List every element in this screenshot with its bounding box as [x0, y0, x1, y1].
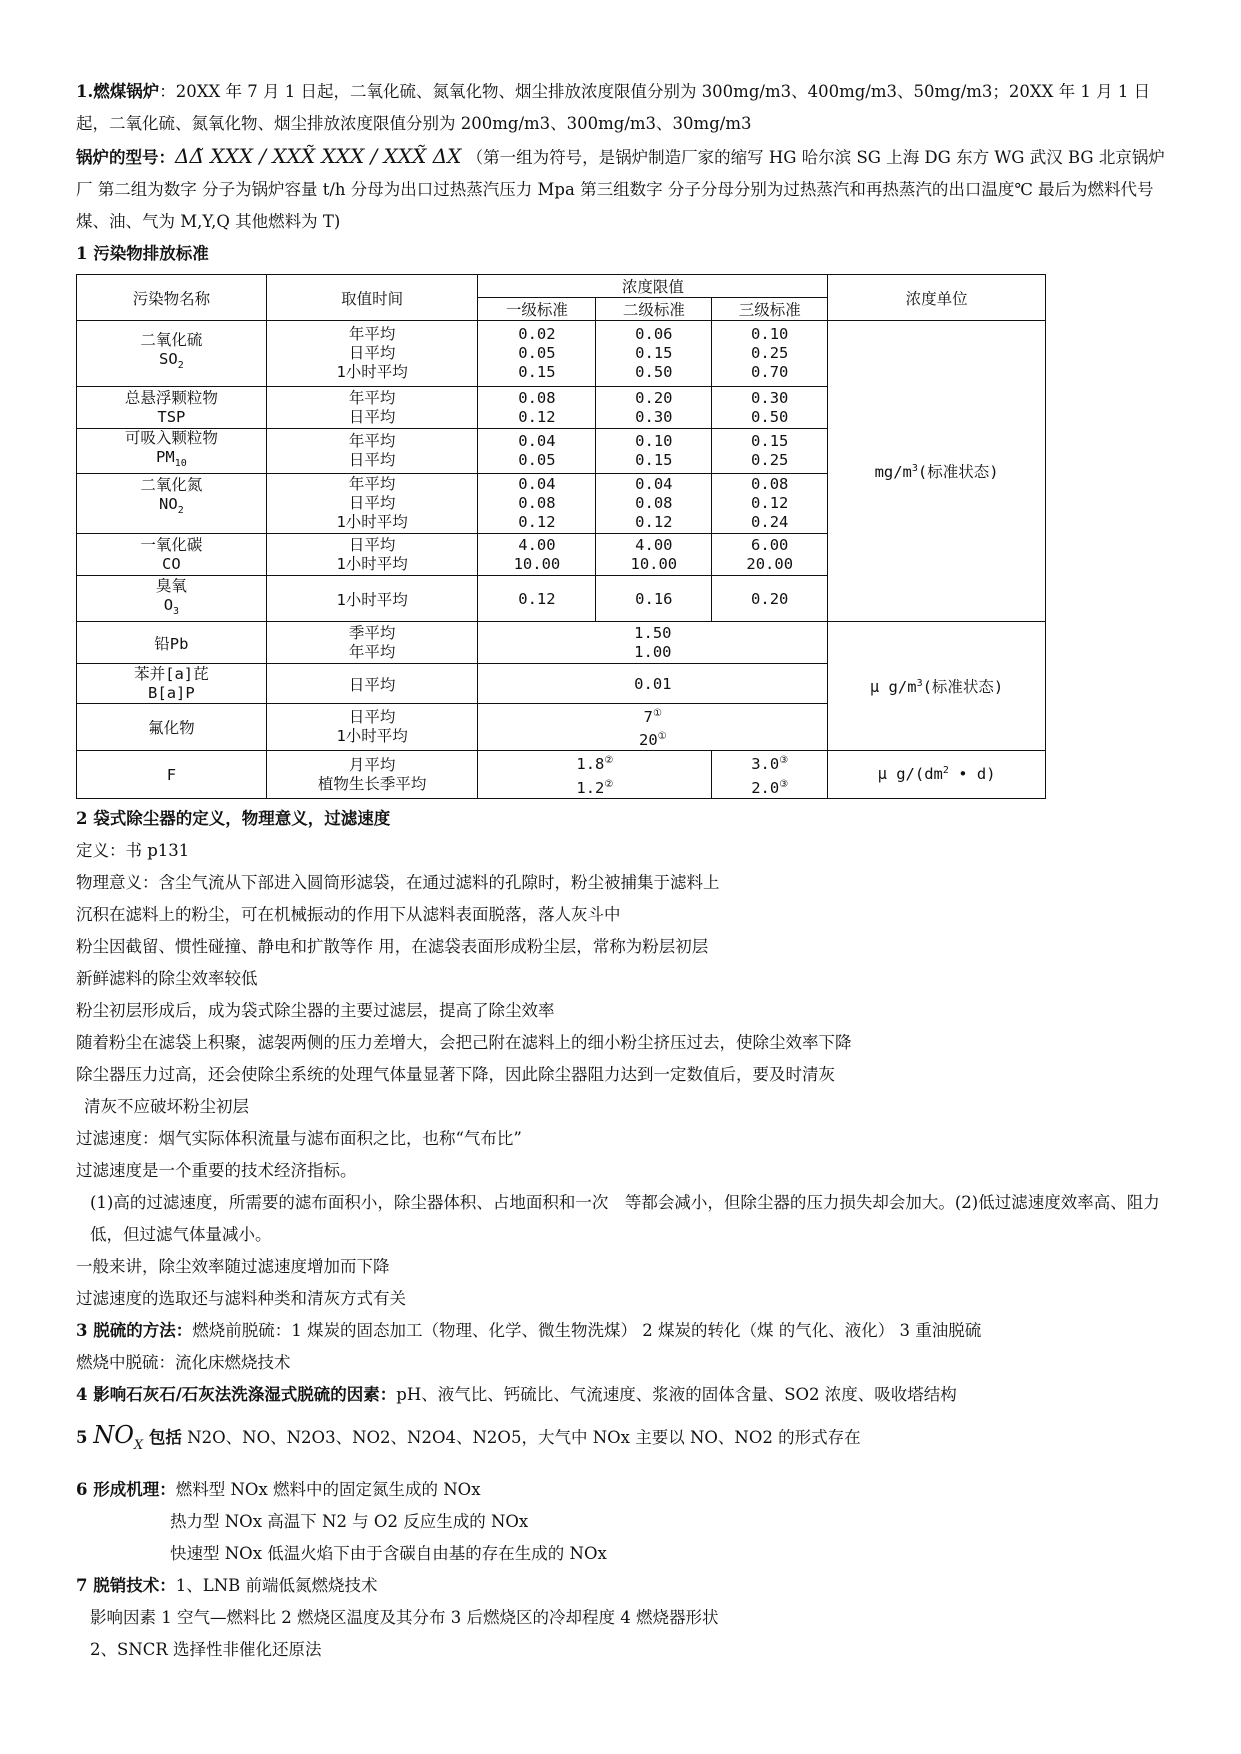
section-denitration	[76, 1570, 1166, 1602]
cell-fluoride-time: 日平均 1小时平均	[266, 704, 478, 751]
nox-label: 包括	[143, 1427, 182, 1447]
header-grade-3: 三级标准	[712, 298, 828, 321]
bag-filter-line-5: 新鲜滤料的除尘效率较低	[76, 968, 258, 988]
coal-boiler-text: ：20XX 年 7 月 1 日起，二氧化硫、氮氧化物、烟尘排放浓度限值分别为 300mg/m3、400mg/m3、50mg/m3；20XX 年 1 月 1 日起，二氧化硫、氮氧化物、烟尘排放浓度限值分别为 200mg/m3、300mg/m3、30mg/m3	[76, 82, 1151, 133]
coal-boiler-label: 1.燃煤锅炉	[76, 82, 160, 101]
cell-pm10-time: 年平均 日平均	[266, 429, 478, 474]
bag-filter-line-11: 过滤速度是一个重要的技术经济指标。	[76, 1160, 357, 1180]
section-formation	[76, 1474, 1166, 1506]
bag-filter-line-9: 清灰不应破坏粉尘初层	[84, 1096, 249, 1116]
header-pollutant-name: 污染物名称	[77, 275, 267, 321]
denitration-line-3: 2、SNCR 选择性非催化还原法	[90, 1639, 322, 1659]
cell-so2-name: 二氧化硫 $SO_2$	[77, 321, 267, 387]
bag-filter-line-6: 粉尘初层形成后，成为袋式除尘器的主要过滤层，提高了除尘效率	[76, 1000, 555, 1020]
cell-co-name: 一氧化碳 CO	[77, 534, 267, 576]
wet-desulfurization-label: 4 影响石灰石/石灰法洗涤湿式脱硫的因素：	[76, 1384, 397, 1404]
cell-no2-g1: 0.04 0.08 0.12	[478, 474, 596, 534]
nox-symbol: $NO_X$	[93, 1420, 144, 1453]
cell-bap-value: 0.01	[478, 664, 828, 704]
cell-bap-time: 日平均	[266, 664, 478, 704]
section-desulfurization	[76, 1315, 1166, 1347]
cell-tsp-g3: 0.30 0.50	[712, 387, 828, 429]
wet-desulfurization-text: pH、液气比、钙硫比、气流速度、浆液的固体含量、SO2 浓度、吸收塔结构	[396, 1384, 957, 1404]
header-grade-1: 一级标准	[478, 298, 596, 321]
para-coal-boiler	[76, 76, 1166, 140]
cell-pb-name: 铅Pb	[77, 622, 267, 664]
para-boiler-model	[76, 140, 1166, 238]
section-title-emission-standard: 1 污染物排放标准	[76, 244, 209, 263]
cell-o3-g1: 0.12	[478, 576, 596, 622]
bag-filter-line-8: 除尘器压力过高，还会使除尘系统的处理气体量显著下降，因此除尘器阻力达到一定数值后，要及时清灰	[76, 1064, 835, 1084]
cell-bap-name: 苯并[a]芘 B[a]P	[77, 664, 267, 704]
formation-label: 6 形成机理：	[76, 1479, 176, 1499]
desulfurization-line-2: 燃烧中脱硫：流化床燃烧技术	[76, 1352, 291, 1372]
cell-o3-g2: 0.16	[596, 576, 712, 622]
cell-so2-g2: 0.06 0.15 0.50	[596, 321, 712, 387]
bag-filter-line-4: 粉尘因截留、惯性碰撞、静电和扩散等作 用，在滤袋表面形成粉尘层，常称为粉层初层	[76, 936, 709, 956]
cell-pm10-g3: 0.15 0.25	[712, 429, 828, 474]
boiler-model-text: （第一组为符号，是锅炉制造厂家的缩写 HG 哈尔滨 SG 上海 DG 东方 WG 武汉 BG 北京锅炉厂 第二组为数字 分子为锅炉容量 t/h 分母为出口过热蒸汽压力 Mpa 第三组数字 分子分母分别为过热蒸汽和再热蒸汽的出口温度℃ 最后为燃料代号 煤、油、气为 M,Y,Q 其他燃料为 T)	[76, 148, 1165, 231]
cell-f-time: 月平均 植物生长季平均	[266, 751, 478, 798]
cell-no2-name: 二氧化氮 $NO_2$	[77, 474, 267, 534]
cell-so2-g1: 0.02 0.05 0.15	[478, 321, 596, 387]
cell-o3-name: 臭氧 $O_3$	[77, 576, 267, 622]
cell-f-value-b: 3.0③ 2.0③	[712, 751, 828, 798]
desulfurization-label: 3 脱硫的方法：	[76, 1320, 193, 1340]
cell-pm10-g2: 0.10 0.15	[596, 429, 712, 474]
cell-no2-time: 年平均 日平均 1小时平均	[266, 474, 478, 534]
bag-filter-tail-2: 过滤速度的选取还与滤料种类和清灰方式有关	[76, 1288, 406, 1308]
denitration-line-2: 影响因素 1 空气—燃料比 2 燃烧区温度及其分布 3 后燃烧区的冷却程度 4 燃烧器形状	[90, 1607, 719, 1627]
cell-pm10-name: 可吸入颗粒物 $PM_{10}$	[77, 429, 267, 474]
header-grade-2: 二级标准	[596, 298, 712, 321]
cell-pm10-g1: 0.04 0.05	[478, 429, 596, 474]
cell-tsp-g2: 0.20 0.30	[596, 387, 712, 429]
cell-so2-g3: 0.10 0.25 0.70	[712, 321, 828, 387]
filter-speed-paragraph: (1)高的过滤速度，所需要的滤布面积小，除尘器体积、占地面积和一次 等都会减小，但除尘器的压力损失却会加大。(2)低过滤速度效率高、阻力低，但过滤气体量减小。	[90, 1192, 1160, 1244]
formation-line-2: 热力型 NOx 高温下 N2 与 O2 反应生成的 NOx	[170, 1511, 529, 1531]
cell-co-g2: 4.00 10.00	[596, 534, 712, 576]
boiler-model-label: 锅炉的型号：	[76, 148, 175, 167]
cell-f-name: F	[77, 751, 267, 798]
cell-tsp-time: 年平均 日平均	[266, 387, 478, 429]
table-row-pb	[77, 622, 1046, 664]
bag-filter-tail-1: 一般来讲，除尘效率随过滤速度增加而下降	[76, 1256, 390, 1276]
cell-co-g3: 6.00 20.00	[712, 534, 828, 576]
header-limit: 浓度限值	[478, 275, 828, 298]
cell-tsp-g1: 0.08 0.12	[478, 387, 596, 429]
section-title-bag-filter: 2 袋式除尘器的定义，物理意义，过滤速度	[76, 808, 391, 828]
nox-text: N2O、NO、N2O3、NO2、N2O4、N2O5，大气中 NOx 主要以 NO、NO2 的形式存在	[181, 1427, 861, 1447]
cell-f-value-a: 1.8② 1.2②	[478, 751, 712, 798]
table-row-so2	[77, 321, 1046, 387]
cell-pb-value: 1.50 1.00	[478, 622, 828, 664]
cell-no2-g2: 0.04 0.08 0.12	[596, 474, 712, 534]
section-nox	[76, 1415, 1166, 1466]
document-page	[76, 76, 1166, 1666]
cell-unit-dm: μ $g/(dm^2$ • d)	[828, 751, 1046, 798]
header-time: 取值时间	[266, 275, 478, 321]
boiler-model-formula: ΔΔ̃ XXX / XXX̃ XXX / XXX̃ ΔX	[175, 144, 462, 168]
cell-tsp-name: 总悬浮颗粒物 TSP	[77, 387, 267, 429]
table-row-f	[77, 751, 1046, 798]
cell-no2-g3: 0.08 0.12 0.24	[712, 474, 828, 534]
cell-o3-time: 1小时平均	[266, 576, 478, 622]
cell-unit-mg: $mg/m^3$(标准状态)	[828, 321, 1046, 622]
denitration-line-1: 1、LNB 前端低氮燃烧技术	[175, 1575, 378, 1595]
formation-line-3: 快速型 NOx 低温火焰下由于含碳自由基的存在生成的 NOx	[170, 1543, 607, 1563]
desulfurization-text: 燃烧前脱硫：1 煤炭的固态加工（物理、化学、微生物洗煤） 2 煤炭的转化（煤 的气化、液化） 3 重油脱硫	[192, 1320, 982, 1340]
cell-fluoride-value: 7① 20①	[478, 704, 828, 751]
nox-number: 5	[76, 1427, 94, 1447]
section-wet-desulfurization	[76, 1379, 1166, 1411]
cell-co-g1: 4.00 10.00	[478, 534, 596, 576]
cell-so2-time: 年平均 日平均 1小时平均	[266, 321, 478, 387]
cell-unit-ug: μ $g/m^3$(标准状态)	[828, 622, 1046, 751]
bag-filter-line-7: 随着粉尘在滤袋上积聚，滤袈两侧的压力差增大，会把己附在滤料上的细小粉尘挤压过去，使除尘效率下降	[76, 1032, 852, 1052]
cell-o3-g3: 0.20	[712, 576, 828, 622]
emission-standard-table	[76, 274, 1046, 799]
formation-line-1: 燃料型 NOx 燃料中的固定氮生成的 NOx	[175, 1479, 481, 1499]
bag-filter-line-10: 过滤速度：烟气实际体积流量与滤布面积之比，也称“气布比”	[76, 1128, 522, 1148]
cell-pb-time: 季平均 年平均	[266, 622, 478, 664]
bag-filter-line-1: 定义：书 p131	[76, 840, 190, 860]
cell-co-time: 日平均 1小时平均	[266, 534, 478, 576]
header-unit: 浓度单位	[828, 275, 1046, 321]
denitration-label: 7 脱销技术：	[76, 1575, 176, 1595]
bag-filter-line-3: 沉积在滤料上的粉尘，可在机械振动的作用下从滤料表面脱落，落人灰斗中	[76, 904, 621, 924]
bag-filter-line-2: 物理意义：含尘气流从下部进入圆筒形滤袋，在通过滤料的孔隙时，粉尘被捕集于滤料上	[76, 872, 720, 892]
cell-fluoride-name: 氟化物	[77, 704, 267, 751]
